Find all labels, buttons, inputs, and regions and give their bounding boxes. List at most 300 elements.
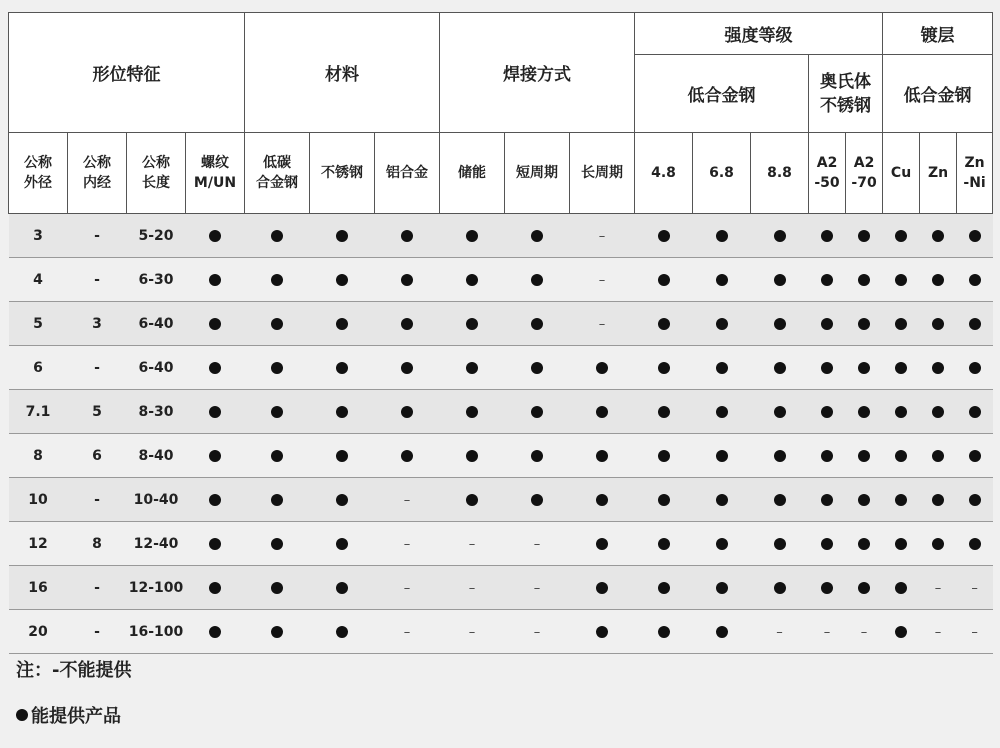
column-header: 铝合金 bbox=[375, 133, 440, 214]
cell-available bbox=[846, 302, 883, 346]
cell-available bbox=[883, 346, 920, 390]
available-dot-icon bbox=[271, 318, 283, 330]
cell-available bbox=[505, 302, 570, 346]
cell-available bbox=[883, 522, 920, 566]
notes bbox=[16, 656, 131, 748]
cell-available bbox=[505, 258, 570, 302]
cell-unavailable bbox=[570, 302, 635, 346]
cell-available bbox=[186, 522, 245, 566]
cell-available bbox=[751, 478, 809, 522]
available-dot-icon bbox=[271, 494, 283, 506]
cell-unavailable bbox=[375, 566, 440, 610]
available-dot-icon bbox=[401, 318, 413, 330]
cell-available bbox=[957, 478, 993, 522]
cell-available bbox=[957, 302, 993, 346]
available-dot-icon bbox=[895, 582, 907, 594]
cell-available bbox=[570, 390, 635, 434]
available-dot-icon bbox=[716, 406, 728, 418]
cell-available bbox=[920, 522, 957, 566]
available-dot-icon bbox=[895, 450, 907, 462]
cell-available bbox=[245, 478, 310, 522]
cell-available bbox=[635, 522, 693, 566]
available-dot-icon bbox=[209, 406, 221, 418]
cell-available bbox=[751, 302, 809, 346]
cell-inner: - bbox=[68, 346, 127, 390]
cell-available bbox=[957, 346, 993, 390]
cell-length: 12-100 bbox=[127, 566, 186, 610]
unavailable-dash: – bbox=[598, 228, 606, 244]
available-dot-icon bbox=[336, 582, 348, 594]
cell-length: 8-40 bbox=[127, 434, 186, 478]
cell-available bbox=[693, 258, 751, 302]
available-dot-icon bbox=[969, 230, 981, 242]
available-dot-icon bbox=[209, 230, 221, 242]
cell-available bbox=[375, 302, 440, 346]
cell-available bbox=[186, 302, 245, 346]
cell-available bbox=[245, 566, 310, 610]
available-dot-icon bbox=[969, 318, 981, 330]
cell-length: 5-20 bbox=[127, 214, 186, 258]
cell-available bbox=[245, 214, 310, 258]
available-dot-icon bbox=[658, 362, 670, 374]
cell-available bbox=[957, 390, 993, 434]
cell-available bbox=[505, 390, 570, 434]
available-dot-icon bbox=[466, 406, 478, 418]
cell-available bbox=[809, 302, 846, 346]
available-dot-icon bbox=[716, 318, 728, 330]
cell-available bbox=[883, 390, 920, 434]
available-dot-icon bbox=[401, 362, 413, 374]
cell-available bbox=[693, 610, 751, 654]
cell-available bbox=[809, 478, 846, 522]
cell-inner: 8 bbox=[68, 522, 127, 566]
unavailable-dash: – bbox=[403, 624, 411, 640]
available-dot-icon bbox=[932, 230, 944, 242]
cell-length: 12-40 bbox=[127, 522, 186, 566]
available-dot-icon bbox=[821, 406, 833, 418]
column-header: Cu bbox=[883, 133, 920, 214]
available-dot-icon bbox=[895, 626, 907, 638]
cell-available bbox=[310, 610, 375, 654]
cell-available bbox=[751, 214, 809, 258]
available-dot-icon bbox=[969, 406, 981, 418]
available-dot-icon bbox=[466, 494, 478, 506]
cell-available bbox=[245, 390, 310, 434]
cell-available bbox=[440, 478, 505, 522]
available-dot-icon bbox=[531, 230, 543, 242]
cell-inner: - bbox=[68, 258, 127, 302]
cell-available bbox=[505, 478, 570, 522]
available-dot-icon bbox=[596, 494, 608, 506]
cell-available bbox=[920, 346, 957, 390]
cell-available bbox=[310, 214, 375, 258]
available-dot-icon bbox=[774, 230, 786, 242]
unavailable-dash: – bbox=[468, 580, 476, 596]
cell-length: 10-40 bbox=[127, 478, 186, 522]
column-header: 公称 外径 bbox=[9, 133, 68, 214]
header-strength-low-alloy-steel: 低合金钢 bbox=[635, 55, 809, 133]
cell-unavailable bbox=[957, 566, 993, 610]
unavailable-dash: – bbox=[823, 624, 831, 640]
available-dot-icon bbox=[466, 362, 478, 374]
column-header: 公称 长度 bbox=[127, 133, 186, 214]
cell-available bbox=[505, 346, 570, 390]
available-dot-icon bbox=[969, 450, 981, 462]
available-dot-icon bbox=[969, 362, 981, 374]
cell-inner: 5 bbox=[68, 390, 127, 434]
available-dot-icon bbox=[531, 406, 543, 418]
available-dot-icon bbox=[531, 318, 543, 330]
available-dot-icon bbox=[271, 274, 283, 286]
cell-available bbox=[846, 258, 883, 302]
cell-available bbox=[375, 258, 440, 302]
available-dot-icon bbox=[658, 406, 670, 418]
cell-unavailable bbox=[920, 566, 957, 610]
available-dot-icon bbox=[209, 362, 221, 374]
available-dot-icon bbox=[858, 450, 870, 462]
available-dot-icon bbox=[658, 626, 670, 638]
cell-available bbox=[920, 390, 957, 434]
cell-available bbox=[375, 434, 440, 478]
cell-available bbox=[751, 434, 809, 478]
available-dot-icon bbox=[658, 450, 670, 462]
cell-available bbox=[570, 610, 635, 654]
cell-available bbox=[310, 302, 375, 346]
cell-available bbox=[186, 434, 245, 478]
available-dot-icon bbox=[401, 450, 413, 462]
available-dot-icon bbox=[858, 362, 870, 374]
unavailable-dash: – bbox=[533, 536, 541, 552]
cell-available bbox=[846, 214, 883, 258]
available-dot-icon bbox=[895, 406, 907, 418]
available-dot-icon bbox=[969, 274, 981, 286]
cell-outer: 6 bbox=[9, 346, 68, 390]
cell-length: 6-30 bbox=[127, 258, 186, 302]
available-dot-icon bbox=[209, 582, 221, 594]
cell-available bbox=[920, 214, 957, 258]
note-unavailable-text: -不能提供 bbox=[52, 660, 132, 681]
header-austenitic-stainless: 奥氏体 不锈钢 bbox=[809, 55, 883, 133]
available-dot-icon bbox=[209, 626, 221, 638]
table-row bbox=[9, 346, 993, 390]
cell-available bbox=[440, 390, 505, 434]
cell-available bbox=[846, 346, 883, 390]
cell-available bbox=[310, 478, 375, 522]
cell-available bbox=[957, 434, 993, 478]
table-row bbox=[9, 214, 993, 258]
column-header: Zn bbox=[920, 133, 957, 214]
column-header: Zn -Ni bbox=[957, 133, 993, 214]
cell-available bbox=[440, 214, 505, 258]
available-dot-icon bbox=[716, 494, 728, 506]
available-dot-icon bbox=[596, 450, 608, 462]
cell-outer: 20 bbox=[9, 610, 68, 654]
cell-available bbox=[751, 258, 809, 302]
cell-unavailable bbox=[570, 214, 635, 258]
cell-available bbox=[751, 566, 809, 610]
cell-unavailable bbox=[505, 610, 570, 654]
cell-available bbox=[310, 522, 375, 566]
cell-available bbox=[809, 346, 846, 390]
cell-available bbox=[635, 258, 693, 302]
available-dot-icon bbox=[895, 538, 907, 550]
column-header: 公称 内经 bbox=[68, 133, 127, 214]
available-dot-icon bbox=[271, 538, 283, 550]
cell-available bbox=[440, 302, 505, 346]
unavailable-dash: – bbox=[598, 272, 606, 288]
table-row bbox=[9, 566, 993, 610]
cell-outer: 5 bbox=[9, 302, 68, 346]
available-dot-icon bbox=[336, 362, 348, 374]
available-dot-icon bbox=[401, 406, 413, 418]
cell-unavailable bbox=[375, 478, 440, 522]
note-prefix: 注： bbox=[16, 660, 52, 681]
available-dot-icon bbox=[596, 362, 608, 374]
available-dot-icon bbox=[774, 494, 786, 506]
available-dot-icon bbox=[821, 318, 833, 330]
cell-available bbox=[245, 434, 310, 478]
unavailable-dash: – bbox=[403, 536, 411, 552]
cell-length: 6-40 bbox=[127, 346, 186, 390]
cell-available bbox=[846, 566, 883, 610]
cell-available bbox=[920, 434, 957, 478]
available-dot-icon bbox=[336, 626, 348, 638]
available-dot-icon bbox=[821, 494, 833, 506]
available-dot-icon bbox=[858, 318, 870, 330]
cell-available bbox=[186, 610, 245, 654]
note-available bbox=[16, 702, 131, 748]
cell-available bbox=[635, 302, 693, 346]
cell-outer: 16 bbox=[9, 566, 68, 610]
header-material: 材料 bbox=[245, 13, 440, 133]
available-dot-icon bbox=[895, 230, 907, 242]
available-dot-icon bbox=[821, 582, 833, 594]
cell-available bbox=[883, 302, 920, 346]
cell-available bbox=[186, 214, 245, 258]
cell-available bbox=[440, 346, 505, 390]
cell-available bbox=[693, 214, 751, 258]
cell-available bbox=[883, 258, 920, 302]
available-dot-icon bbox=[531, 362, 543, 374]
cell-unavailable bbox=[440, 610, 505, 654]
available-dot-icon bbox=[596, 626, 608, 638]
unavailable-dash: – bbox=[971, 580, 978, 596]
cell-available bbox=[245, 258, 310, 302]
available-dot-icon bbox=[895, 494, 907, 506]
cell-available bbox=[635, 346, 693, 390]
available-dot-icon bbox=[596, 582, 608, 594]
cell-available bbox=[693, 566, 751, 610]
cell-unavailable bbox=[440, 522, 505, 566]
header-plating-low-alloy-steel: 低合金钢 bbox=[883, 55, 993, 133]
cell-available bbox=[883, 566, 920, 610]
available-dot-icon bbox=[774, 582, 786, 594]
available-dot-icon bbox=[271, 582, 283, 594]
cell-available bbox=[809, 214, 846, 258]
cell-available bbox=[693, 302, 751, 346]
available-dot-icon bbox=[336, 406, 348, 418]
available-dot-icon bbox=[466, 450, 478, 462]
available-dot-icon bbox=[531, 450, 543, 462]
cell-inner: - bbox=[68, 478, 127, 522]
available-dot-icon bbox=[858, 582, 870, 594]
available-dot-icon bbox=[531, 494, 543, 506]
unavailable-dash: – bbox=[776, 624, 783, 640]
available-dot-icon bbox=[932, 538, 944, 550]
table-row bbox=[9, 302, 993, 346]
available-dot-icon bbox=[336, 230, 348, 242]
cell-available bbox=[245, 610, 310, 654]
cell-inner: 3 bbox=[68, 302, 127, 346]
available-dot-icon bbox=[716, 538, 728, 550]
available-dot-icon bbox=[858, 274, 870, 286]
unavailable-dash: – bbox=[533, 580, 541, 596]
table-body bbox=[9, 214, 993, 654]
cell-available bbox=[809, 522, 846, 566]
cell-unavailable bbox=[846, 610, 883, 654]
unavailable-dash: – bbox=[468, 624, 476, 640]
cell-available bbox=[375, 390, 440, 434]
cell-unavailable bbox=[920, 610, 957, 654]
cell-available bbox=[809, 390, 846, 434]
available-dot-icon bbox=[821, 274, 833, 286]
cell-unavailable bbox=[505, 522, 570, 566]
cell-available bbox=[635, 478, 693, 522]
available-dot-icon bbox=[16, 709, 28, 721]
cell-available bbox=[635, 610, 693, 654]
cell-available bbox=[375, 346, 440, 390]
column-header: 6.8 bbox=[693, 133, 751, 214]
available-dot-icon bbox=[716, 230, 728, 242]
cell-outer: 7.1 bbox=[9, 390, 68, 434]
cell-inner: 6 bbox=[68, 434, 127, 478]
cell-unavailable bbox=[505, 566, 570, 610]
header-welding-method: 焊接方式 bbox=[440, 13, 635, 133]
available-dot-icon bbox=[821, 362, 833, 374]
available-dot-icon bbox=[716, 582, 728, 594]
available-dot-icon bbox=[895, 362, 907, 374]
cell-available bbox=[883, 434, 920, 478]
cell-available bbox=[245, 522, 310, 566]
available-dot-icon bbox=[821, 538, 833, 550]
available-dot-icon bbox=[658, 274, 670, 286]
cell-unavailable bbox=[809, 610, 846, 654]
available-dot-icon bbox=[932, 494, 944, 506]
available-dot-icon bbox=[774, 538, 786, 550]
cell-available bbox=[846, 434, 883, 478]
cell-available bbox=[635, 566, 693, 610]
column-header: 不锈钢 bbox=[310, 133, 375, 214]
cell-available bbox=[310, 390, 375, 434]
cell-available bbox=[920, 302, 957, 346]
available-dot-icon bbox=[209, 274, 221, 286]
available-dot-icon bbox=[858, 538, 870, 550]
available-dot-icon bbox=[401, 274, 413, 286]
cell-length: 6-40 bbox=[127, 302, 186, 346]
available-dot-icon bbox=[466, 318, 478, 330]
table-row bbox=[9, 522, 993, 566]
cell-available bbox=[693, 434, 751, 478]
cell-available bbox=[751, 522, 809, 566]
table-row bbox=[9, 258, 993, 302]
available-dot-icon bbox=[716, 450, 728, 462]
unavailable-dash: – bbox=[860, 624, 868, 640]
cell-outer: 12 bbox=[9, 522, 68, 566]
cell-available bbox=[310, 566, 375, 610]
cell-unavailable bbox=[570, 258, 635, 302]
table-row bbox=[9, 478, 993, 522]
cell-available bbox=[440, 434, 505, 478]
cell-available bbox=[693, 522, 751, 566]
cell-available bbox=[310, 346, 375, 390]
cell-available bbox=[693, 478, 751, 522]
cell-available bbox=[635, 434, 693, 478]
cell-available bbox=[883, 478, 920, 522]
available-dot-icon bbox=[658, 230, 670, 242]
note-available-text: 能提供产品 bbox=[31, 706, 121, 727]
cell-length: 8-30 bbox=[127, 390, 186, 434]
available-dot-icon bbox=[336, 318, 348, 330]
cell-available bbox=[809, 258, 846, 302]
available-dot-icon bbox=[932, 318, 944, 330]
column-header: 短周期 bbox=[505, 133, 570, 214]
cell-available bbox=[186, 390, 245, 434]
column-header: 低碳 合金钢 bbox=[245, 133, 310, 214]
available-dot-icon bbox=[401, 230, 413, 242]
available-dot-icon bbox=[858, 230, 870, 242]
available-dot-icon bbox=[774, 318, 786, 330]
available-dot-icon bbox=[271, 626, 283, 638]
available-dot-icon bbox=[774, 450, 786, 462]
available-dot-icon bbox=[271, 406, 283, 418]
available-dot-icon bbox=[858, 494, 870, 506]
cell-available bbox=[186, 346, 245, 390]
column-header: 储能 bbox=[440, 133, 505, 214]
cell-inner: - bbox=[68, 214, 127, 258]
cell-available bbox=[751, 346, 809, 390]
cell-available bbox=[505, 214, 570, 258]
cell-available bbox=[310, 434, 375, 478]
available-dot-icon bbox=[336, 538, 348, 550]
available-dot-icon bbox=[969, 538, 981, 550]
header-strength-grade: 强度等级 bbox=[635, 13, 883, 55]
cell-available bbox=[809, 434, 846, 478]
table-row bbox=[9, 390, 993, 434]
available-dot-icon bbox=[209, 318, 221, 330]
cell-available bbox=[186, 258, 245, 302]
unavailable-dash: – bbox=[403, 492, 411, 508]
cell-available bbox=[693, 390, 751, 434]
available-dot-icon bbox=[774, 274, 786, 286]
cell-available bbox=[186, 566, 245, 610]
unavailable-dash: – bbox=[468, 536, 476, 552]
available-dot-icon bbox=[596, 406, 608, 418]
available-dot-icon bbox=[932, 362, 944, 374]
cell-available bbox=[505, 434, 570, 478]
cell-unavailable bbox=[440, 566, 505, 610]
available-dot-icon bbox=[858, 406, 870, 418]
cell-unavailable bbox=[751, 610, 809, 654]
available-dot-icon bbox=[209, 494, 221, 506]
available-dot-icon bbox=[969, 494, 981, 506]
unavailable-dash: – bbox=[934, 580, 942, 596]
cell-outer: 10 bbox=[9, 478, 68, 522]
header-form-features: 形位特征 bbox=[9, 13, 245, 133]
cell-available bbox=[846, 390, 883, 434]
available-dot-icon bbox=[271, 362, 283, 374]
column-header: A2 -70 bbox=[846, 133, 883, 214]
cell-available bbox=[635, 390, 693, 434]
